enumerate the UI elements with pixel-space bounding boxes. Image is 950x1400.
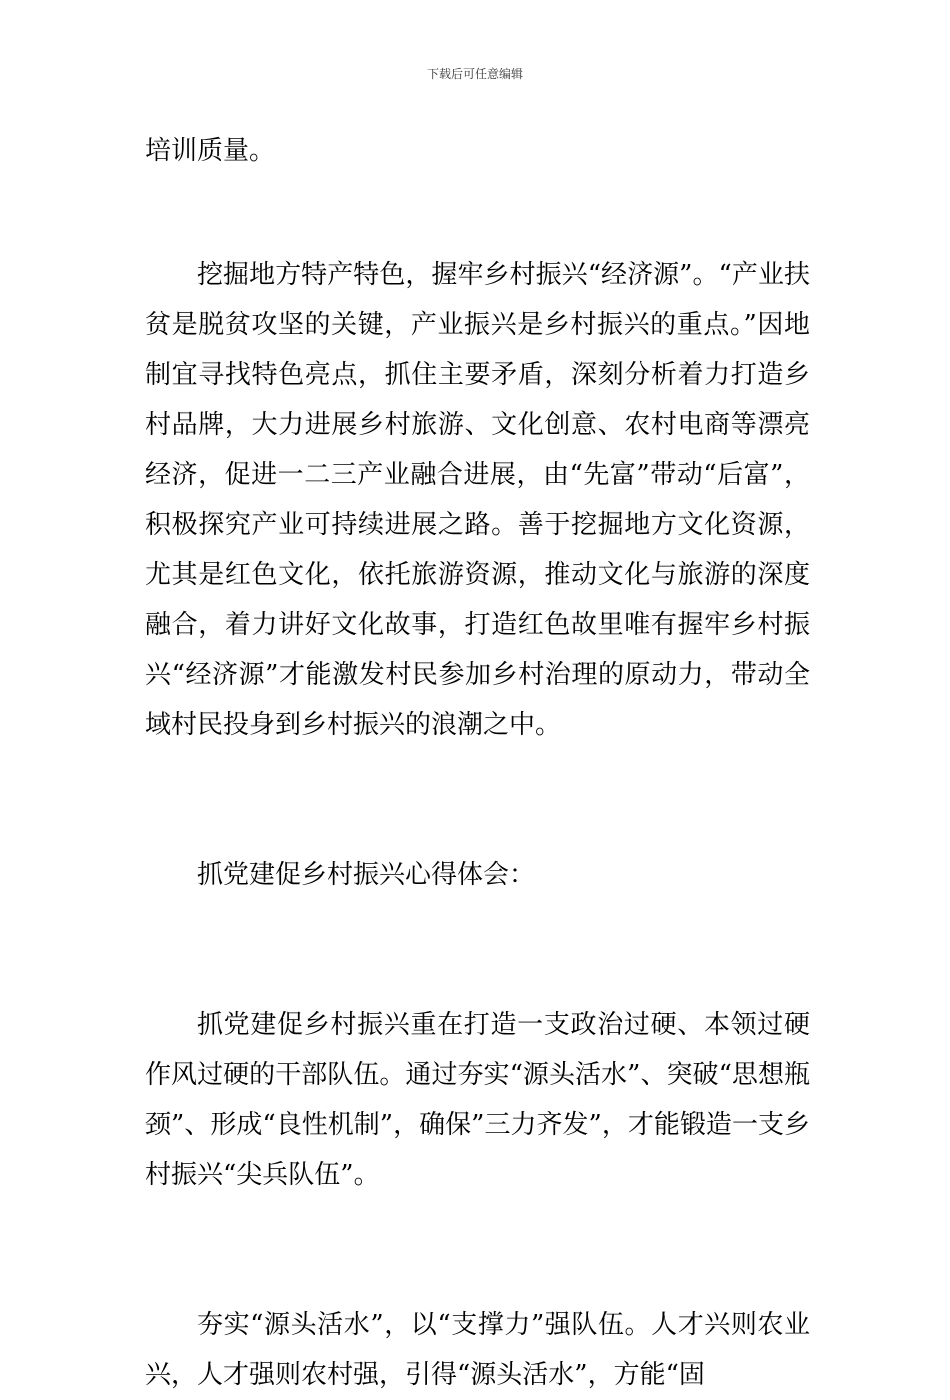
paragraph-economic-source: 挖掘地方特产特色，握牢乡村振兴“经济源”。“产业扶贫是脱贫攻坚的关键，产业振兴是乡村振兴的重点。”因地制宜寻找特色亮点，抓住主要矛盾，深刻分析着力打造乡村品牌，大力进展乡村旅游、文化创意、农村电商等漂亮经济，促进一二三产业融合进展，由“先富”带动“后富”，积极探究产业可持续进展之路。善于挖掘地方文化资源，尤其是红色文化，依托旅游资源，推动文化与旅游的深度融合，着力讲好文化故事，打造红色故里唯有握牢乡村振兴“经济源”才能激发村民参加乡村治理的原动力，带动全域村民投身到乡村振兴的浪潮之中。 [145,260,810,740]
paragraph-continuation: 培训质量。 [145,136,276,166]
paragraph-gap [145,176,810,250]
paragraph-cadre-team: 抓党建促乡村振兴重在打造一支政治过硬、本领过硬作风过硬的干部队伍。通过夯实“源头活水”、突破“思想瓶颈”、形成“良性机制”，确保”三力齐发”，才能锻造一支乡村振兴“尖兵队伍”。 [145,1010,810,1190]
paragraph-source-water: 夯实“源头活水”，以“支撑力”强队伍。人才兴则农业兴，人才强则农村强，引得“源头活水”，方能“固 [145,1310,810,1390]
document-body [145,126,810,1400]
paragraph-gap [145,900,810,1000]
paragraph-gap [145,1200,810,1300]
page-header: 下载后可任意编辑 [426,67,523,81]
paragraph-gap [145,750,810,850]
section-heading: 抓党建促乡村振兴心得体会： [197,860,536,890]
